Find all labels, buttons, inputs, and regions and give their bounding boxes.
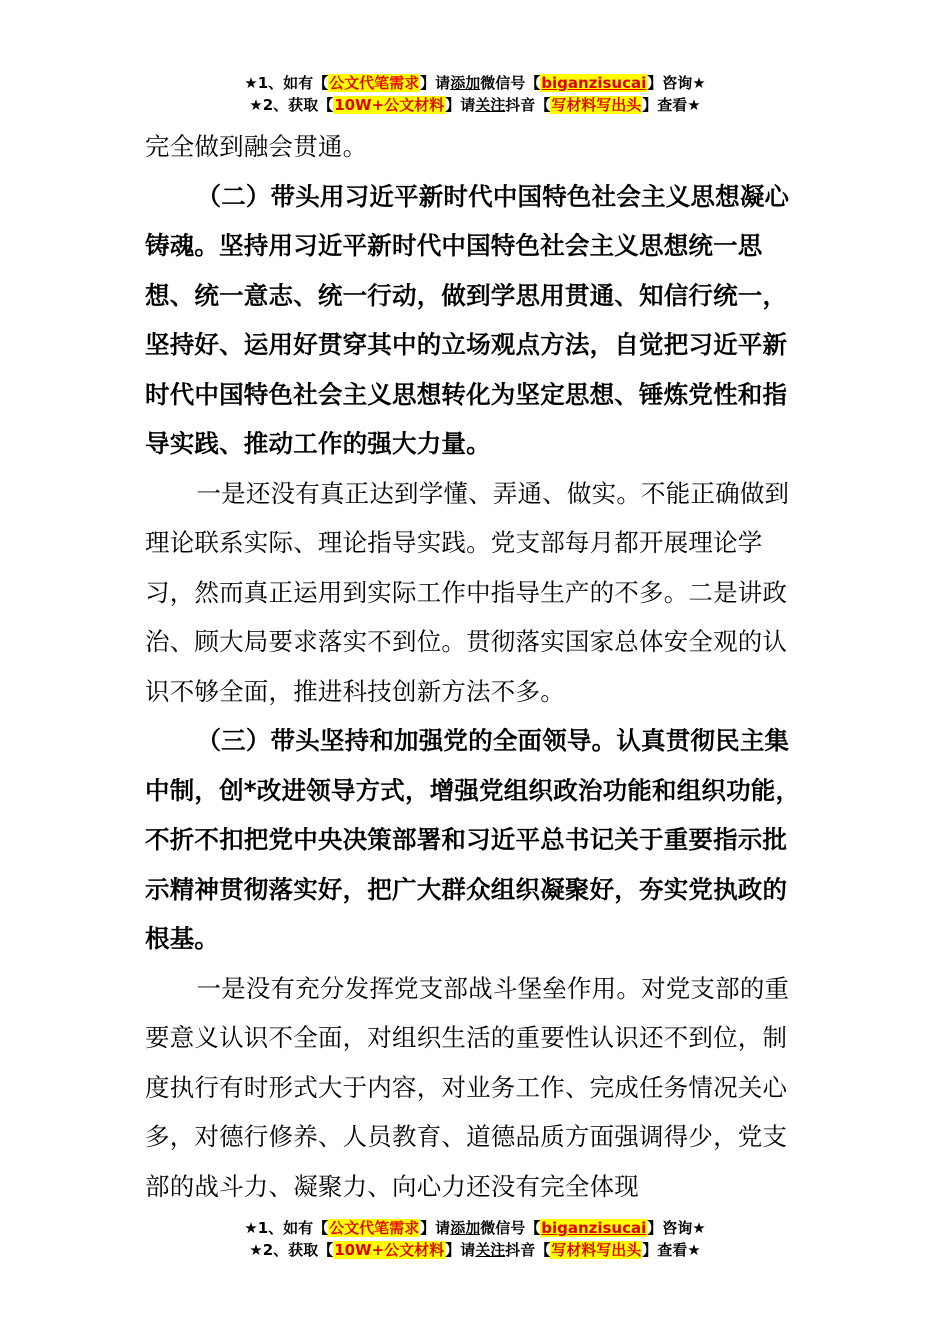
section-heading-3: （三）带头坚持和加强党的全面领导。认真贯彻民主集中制，创*改进领导方式，增强党组织政治功能和组织功能，不折不扣把党中央决策部署和习近平总书记关于重要指示批示精神贯彻落实好，把广大群众组织凝聚好，夯实党执政的根基。: [145, 726, 801, 953]
banner-text: 】请: [445, 96, 476, 114]
banner-line-2: [0, 94, 950, 116]
banner-text-underlined: 关注: [475, 96, 506, 114]
document-body: [145, 122, 807, 1211]
highlight-douyin-account: 写材料写出头: [551, 1241, 642, 1259]
banner-text: ★1、如有【: [244, 74, 329, 92]
highlight-materials: 10W+公文材料: [334, 96, 445, 114]
banner-text: ★2、获取【: [249, 1241, 334, 1259]
banner-text: 】咨询★: [647, 74, 706, 92]
banner-text: 】请: [420, 74, 451, 92]
banner-text: ★1、如有【: [244, 1219, 329, 1237]
banner-text: 抖音【: [505, 1241, 551, 1259]
highlight-wechat-id: biganzisucai: [541, 74, 647, 92]
footer-line-1: [0, 1217, 950, 1239]
banner-text: 】请: [420, 1219, 451, 1237]
paragraph-issues-2: 一是没有充分发挥党支部战斗堡垒作用。对党支部的重要意义认识不全面，对组织生活的重要性认识还不到位，制度执行有时形式大于内容，对业务工作、完成任务情况关心多，对德行修养、人员教育、道德品质方面强调得少，党支部的战斗力、凝聚力、向心力还没有完全体现: [145, 973, 790, 1201]
banner-text-underlined: 添加: [450, 1219, 481, 1237]
banner-text: 】查看★: [642, 96, 701, 114]
highlight-douyin-account: 写材料写出头: [551, 96, 642, 114]
banner-text-underlined: 关注: [475, 1241, 506, 1259]
footer-banner: [0, 1217, 950, 1261]
footer-line-2: [0, 1239, 950, 1261]
paragraph-continuation: 完全做到融会贯通。: [145, 132, 368, 161]
highlight-wechat-id: biganzisucai: [541, 1219, 647, 1237]
banner-line-1: [0, 72, 950, 94]
highlight-materials: 10W+公文材料: [334, 1241, 445, 1259]
banner-text: 】请: [445, 1241, 476, 1259]
banner-text: 微信号【: [480, 1219, 541, 1237]
section-heading-2: （二）带头用习近平新时代中国特色社会主义思想凝心铸魂。坚持用习近平新时代中国特色社会主义思想统一思想、统一意志、统一行动，做到学思用贯通、知信行统一，坚持好、运用好贯穿其中的立场观点方法，自觉把习近平新时代中国特色社会主义思想转化为坚定思想、锤炼党性和指导实践、推动工作的强大力量。: [145, 181, 790, 458]
paragraph-issues-1: 一是还没有真正达到学懂、弄通、做实。不能正确做到理论联系实际、理论指导实践。党支部每月都开展理论学习，然而真正运用到实际工作中指导生产的不多。二是讲政治、顾大局要求落实不到位。贯彻落实国家总体安全观的认识不够全面，推进科技创新方法不多。: [145, 478, 790, 706]
banner-text-underlined: 添加: [450, 74, 481, 92]
banner-text: 】查看★: [642, 1241, 701, 1259]
header-banner: [0, 72, 950, 116]
highlight-service: 公文代笔需求: [329, 1219, 420, 1237]
banner-text: ★2、获取【: [249, 96, 334, 114]
banner-text: 微信号【: [480, 74, 541, 92]
banner-text: 】咨询★: [647, 1219, 706, 1237]
highlight-service: 公文代笔需求: [329, 74, 420, 92]
banner-text: 抖音【: [505, 96, 551, 114]
